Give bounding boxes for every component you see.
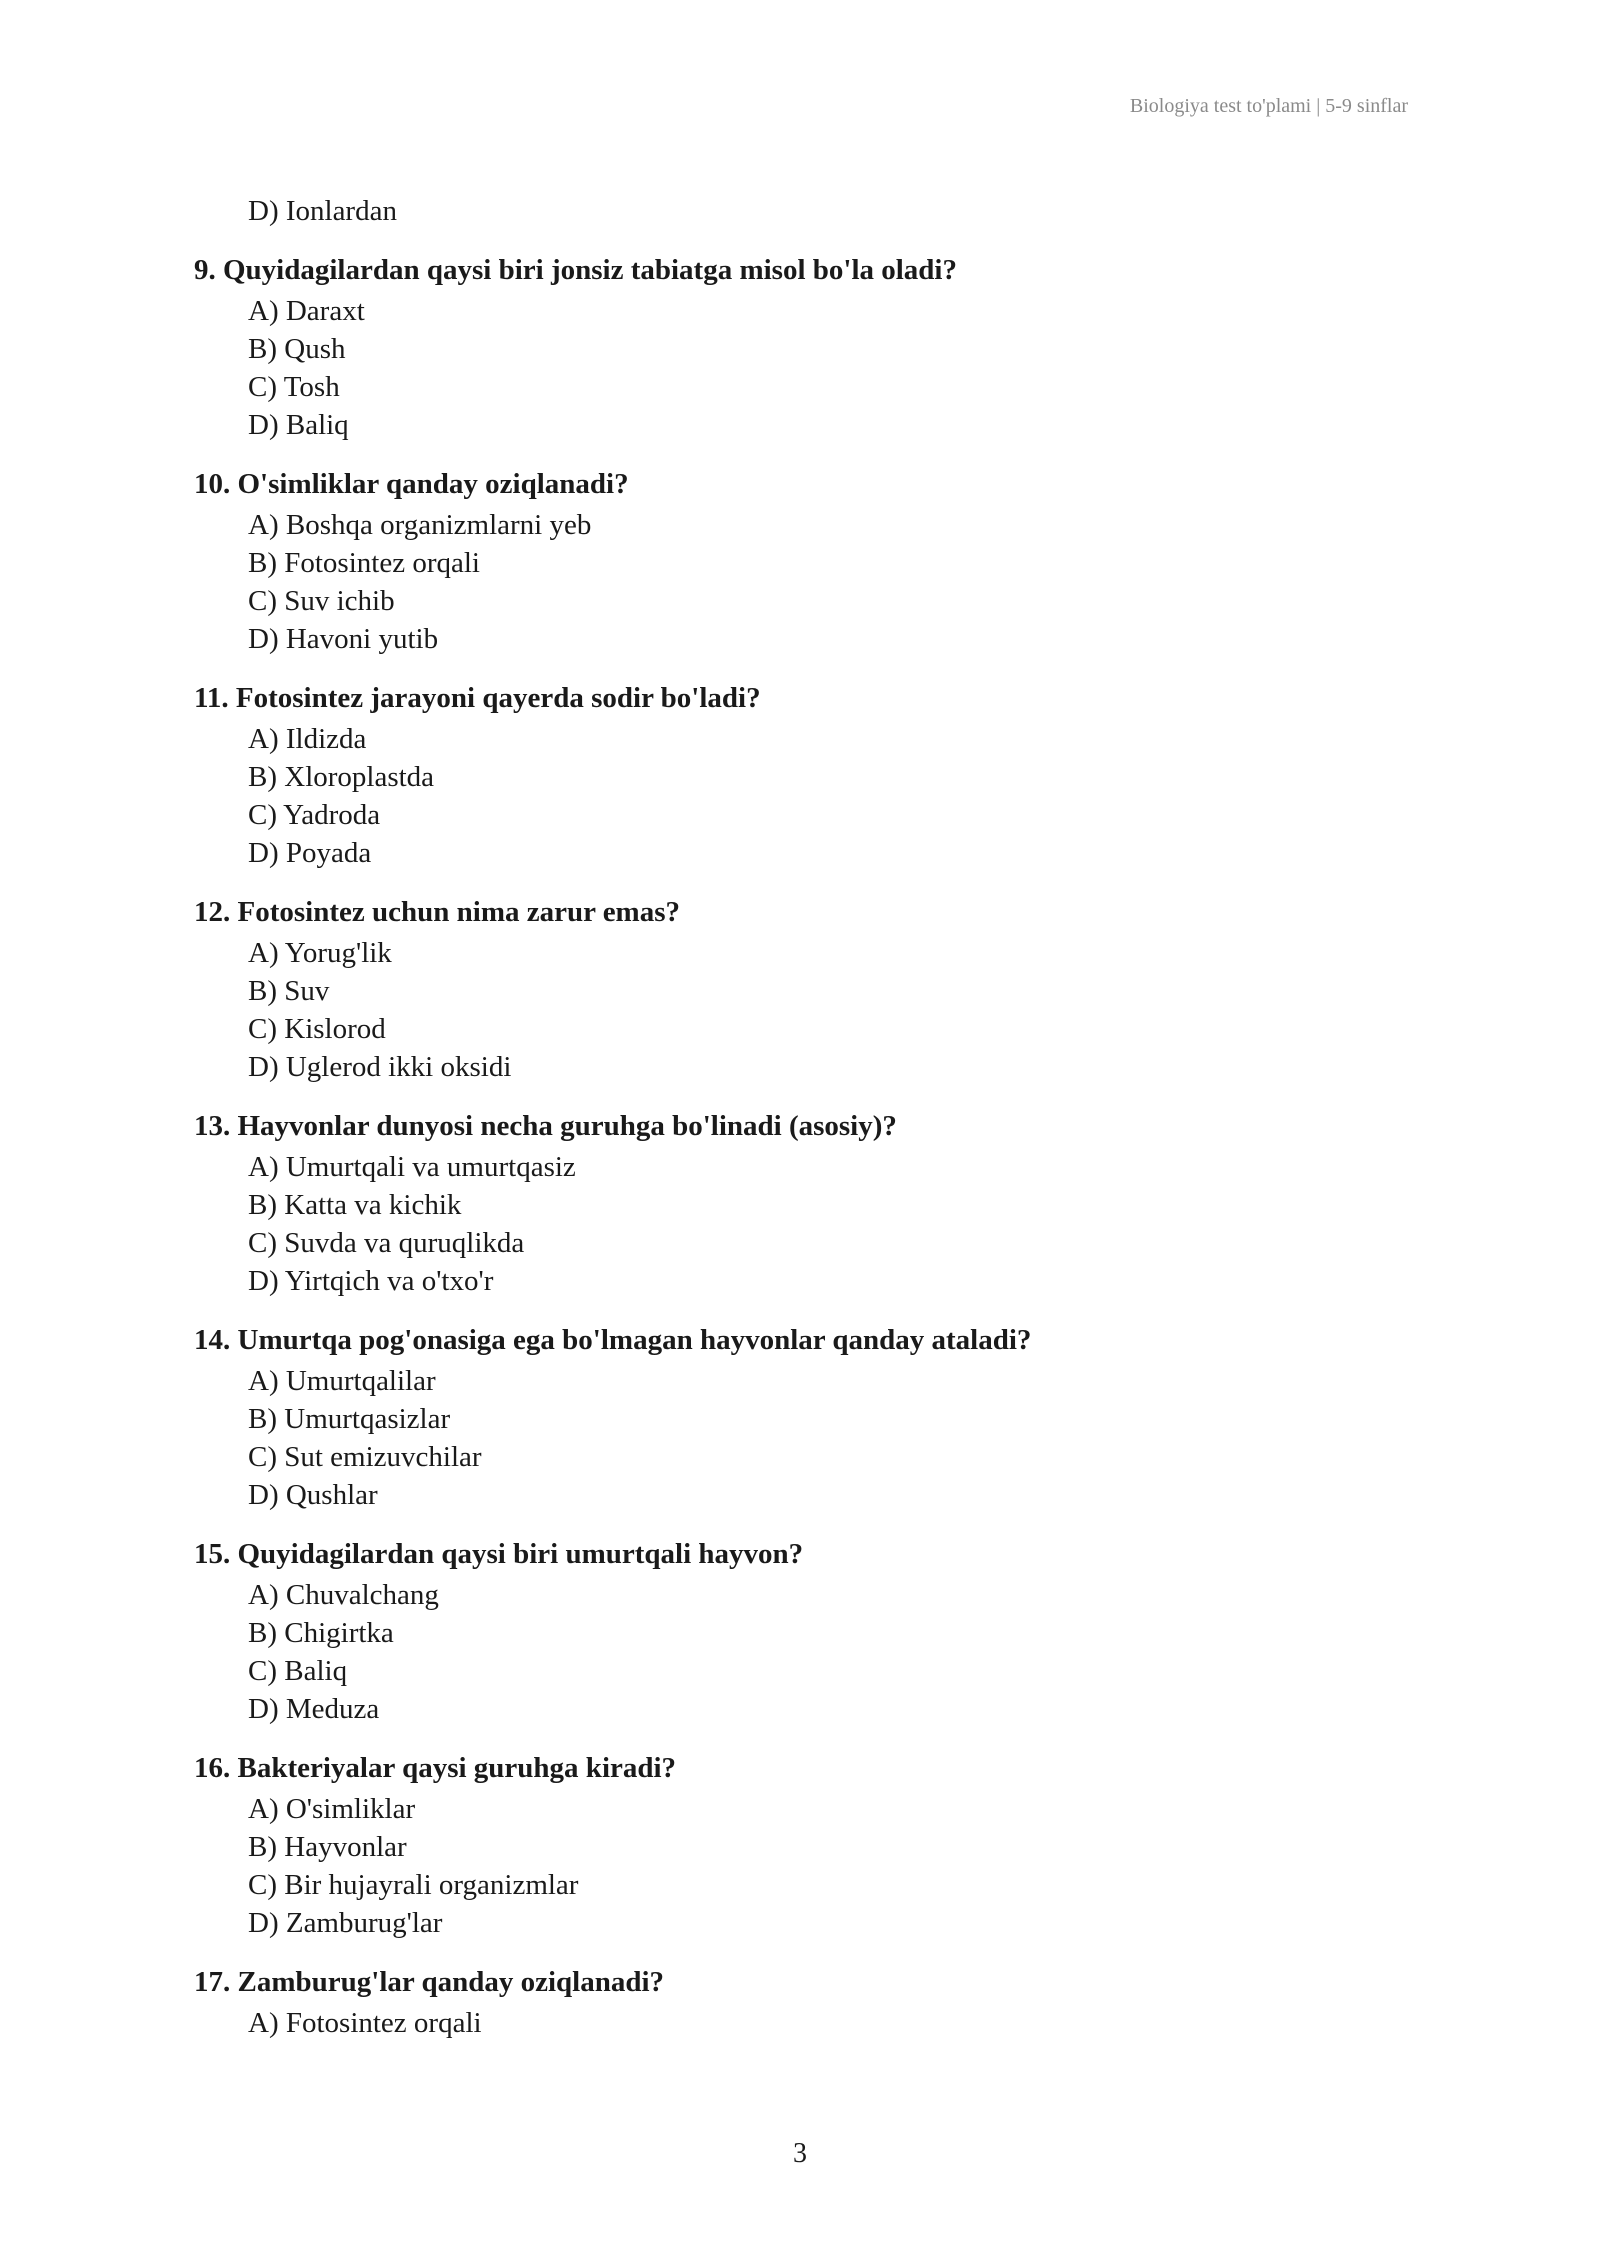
answer-option: A) Boshqa organizmlarni yeb [248,509,592,541]
question-13 [194,1107,1408,1300]
answer-option: B) Katta va kichik [248,1189,462,1221]
answer-option: D) Ionlardan [248,195,397,227]
question-10 [194,465,1408,658]
answer-option: B) Suv [248,975,330,1007]
question-text: 15. Quyidagilardan qaysi biri umurtqali hayvon? [194,1538,804,1570]
answer-option: C) Bir hujayrali organizmlar [248,1869,579,1901]
answer-option: A) Yorug'lik [248,937,392,969]
answer-option: A) Umurtqalilar [248,1365,436,1397]
answer-option: D) Qushlar [248,1479,378,1511]
answer-option: A) O'simliklar [248,1793,416,1825]
answer-option: D) Zamburug'lar [248,1907,443,1939]
page-number: 3 [793,2138,807,2169]
answer-option: D) Havoni yutib [248,623,439,655]
question-14 [194,1321,1408,1514]
question-text: 16. Bakteriyalar qaysi guruhga kiradi? [194,1752,677,1784]
question-text: 12. Fotosintez uchun nima zarur emas? [194,896,681,928]
question-text: 13. Hayvonlar dunyosi necha guruhga bo'linadi (asosiy)? [194,1110,897,1142]
question-15 [194,1535,1408,1728]
answer-option: C) Yadroda [248,799,381,831]
answer-option: C) Tosh [248,371,340,403]
question-9 [194,251,1408,444]
answer-option: C) Baliq [248,1655,348,1687]
question-text: 9. Quyidagilardan qaysi biri jonsiz tabiatga misol bo'la oladi? [194,254,957,286]
question-text: 17. Zamburug'lar qanday oziqlanadi? [194,1966,665,1998]
question-text: 11. Fotosintez jarayoni qayerda sodir bo'ladi? [194,682,761,714]
answer-option: C) Suvda va quruqlikda [248,1227,525,1259]
test-content [194,192,1408,2042]
answer-option: B) Chigirtka [248,1617,394,1649]
question-16 [194,1749,1408,1942]
answer-option: D) Uglerod ikki oksidi [248,1051,512,1083]
question-text: 10. O'simliklar qanday oziqlanadi? [194,468,629,500]
question-17 [194,1963,1408,2042]
answer-option: A) Daraxt [248,295,365,327]
question-text: 14. Umurtqa pog'onasiga ega bo'lmagan hayvonlar qanday ataladi? [194,1324,1032,1356]
answer-option: C) Sut emizuvchilar [248,1441,482,1473]
answer-option: B) Fotosintez orqali [248,547,480,579]
answer-option: A) Ildizda [248,723,367,755]
answer-option: B) Hayvonlar [248,1831,407,1863]
question-12 [194,893,1408,1086]
carryover-options [194,192,1408,230]
answer-option: A) Chuvalchang [248,1579,439,1611]
answer-option: D) Meduza [248,1693,380,1725]
answer-option: B) Umurtqasizlar [248,1403,451,1435]
answer-option: A) Umurtqali va umurtqasiz [248,1151,576,1183]
answer-option: A) Fotosintez orqali [248,2007,482,2039]
answer-option: D) Baliq [248,409,349,441]
running-header: Biologiya test to'plami | 5-9 sinflar [1129,95,1408,117]
question-11 [194,679,1408,872]
answer-option: D) Yirtqich va o'txo'r [248,1265,494,1297]
answer-option: C) Suv ichib [248,585,395,617]
answer-option: D) Poyada [248,837,372,869]
answer-option: B) Qush [248,333,346,365]
answer-option: B) Xloroplastda [248,761,435,793]
answer-option: C) Kislorod [248,1013,386,1045]
